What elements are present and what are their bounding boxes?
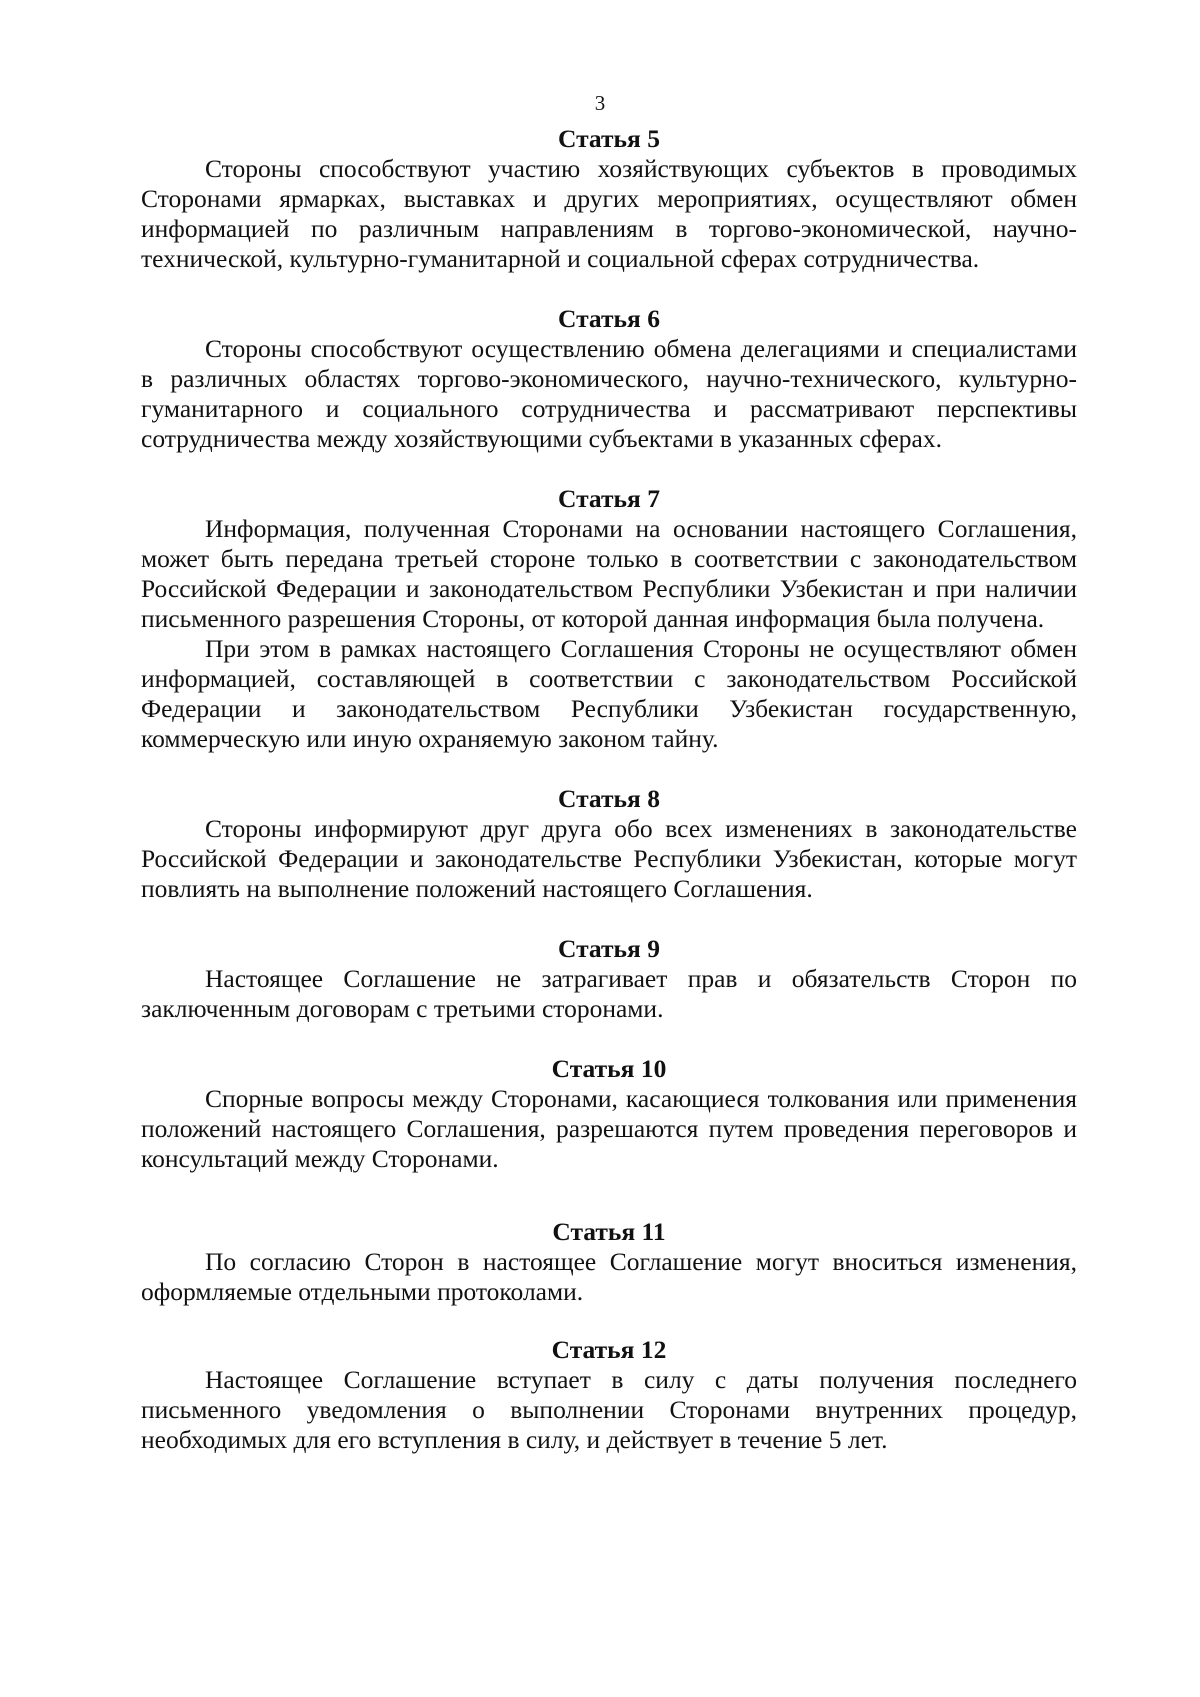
page-number: 3 [594,91,606,115]
article-paragraph: По согласию Сторон в настоящее Соглашение могут вноситься изменения, оформляемые отдельными протоколами. [141,1247,1077,1306]
article-heading: Статья 6 [558,304,660,333]
article-heading: Статья 5 [558,124,660,153]
article-paragraph: Стороны способствуют участию хозяйствующих субъектов в проводимых Сторонами ярмарках, выставках и других мероприятиях, осуществляют обмен информацией по различным направлениям в торгово-экономической, научно-технической, культурно-гуманитарной и социальной сферах сотрудничества. [141,154,1077,273]
article-paragraph: Информация, полученная Сторонами на основании настоящего Соглашения, может быть передана третьей стороне только в соответствии с законодательством Российской Федерации и законодательством Республики Узбекистан и при наличии письменного разрешения Стороны, от которой данная информация была получена. [141,514,1077,633]
article-paragraph: Спорные вопросы между Сторонами, касающиеся толкования или применения положений настоящего Соглашения, разрешаются путем проведения переговоров и консультаций между Сторонами. [141,1084,1077,1173]
article-paragraph: Стороны способствуют осуществлению обмена делегациями и специалистами в различных областях торгово-экономического, научно-технического, культурно-гуманитарного и социального сотрудничества и рассматривают перспективы сотрудничества между хозяйствующими субъектами в указанных сферах. [141,334,1077,453]
article-paragraph: Настоящее Соглашение вступает в силу с даты получения последнего письменного уведомления о выполнении Сторонами внутренних процедур, необходимых для его вступления в силу, и действует в течение 5 лет. [141,1365,1077,1454]
article-12 [141,1335,1077,1455]
article-10 [141,1054,1077,1174]
article-heading: Статья 11 [552,1217,666,1246]
article-7 [141,484,1077,754]
article-8 [141,784,1077,904]
article-heading: Статья 10 [551,1054,667,1083]
article-paragraph: Стороны информируют друг друга обо всех изменениях в законодательстве Российской Федерации и законодательстве Республики Узбекистан, которые могут повлиять на выполнение положений настоящего Соглашения. [141,814,1077,903]
article-6 [141,304,1077,454]
document-body [141,124,1077,1455]
article-heading: Статья 8 [558,784,660,813]
article-11 [141,1217,1077,1307]
article-heading: Статья 7 [558,484,660,513]
article-heading: Статья 9 [558,934,660,963]
article-5 [141,124,1077,274]
article-paragraph: Настоящее Соглашение не затрагивает прав и обязательств Сторон по заключенным договорам с третьими сторонами. [141,964,1077,1023]
article-9 [141,934,1077,1024]
article-paragraph: При этом в рамках настоящего Соглашения Стороны не осуществляют обмен информацией, составляющей в соответствии с законодательством Российской Федерации и законодательством Республики Узбекистан государственную, коммерческую или иную охраняемую законом тайну. [141,634,1077,753]
article-heading: Статья 12 [551,1335,667,1364]
